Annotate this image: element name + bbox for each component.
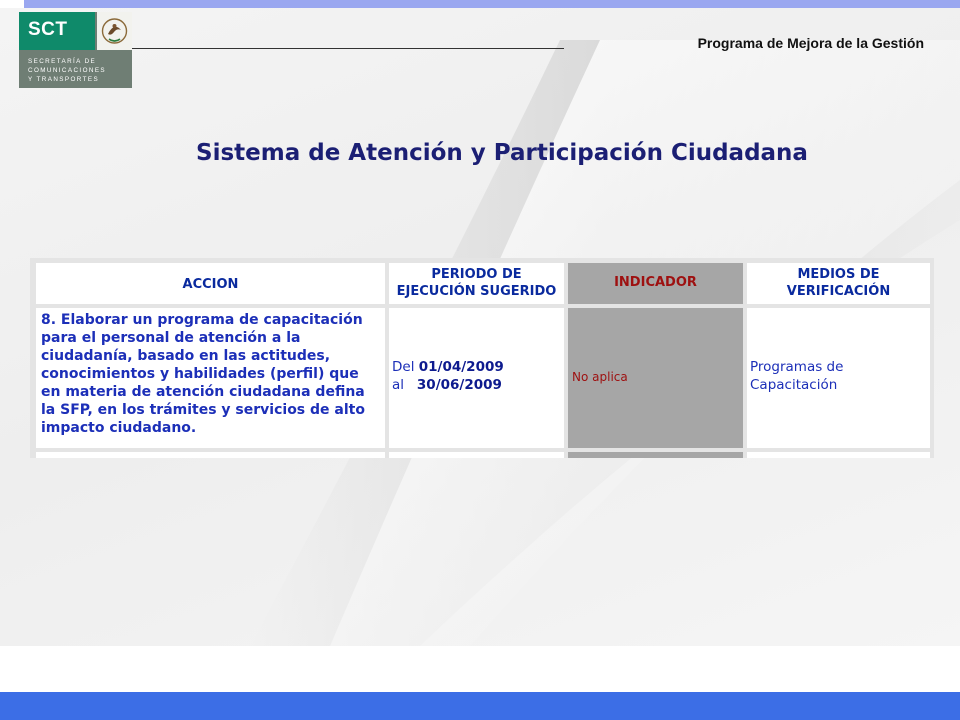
slide-title: Sistema de Atención y Participación Ciudadana [196, 140, 808, 166]
periodo-to-date: 30/06/2009 [416, 377, 502, 393]
cell-indicador: No aplica [568, 308, 743, 448]
medios-line1: Programas de [750, 359, 844, 375]
mexico-seal-icon [97, 12, 132, 50]
header-indicador: INDICADOR [568, 263, 743, 304]
cell-accion: 8. Elaborar un programa de capacitación para el personal de atención a la ciudadanía, basado en las actitudes, conocimientos y habilidades (perfil) que en materia de atención ciudadana defina la SFP, en los trámites y servicios de alto impacto ciudadano. [36, 308, 385, 448]
action-table [30, 258, 934, 458]
periodo-from-label: Del [392, 359, 415, 375]
periodo-to-line [392, 376, 564, 394]
header-accion: ACCION [36, 263, 385, 304]
header-periodo [389, 263, 564, 304]
cell-medios [747, 308, 930, 448]
header-medios [747, 263, 930, 304]
periodo-to-label: al [392, 377, 405, 393]
header-medios-line2: VERIFICACIÓN [786, 284, 891, 299]
footer-band [0, 646, 960, 692]
medios-line2: Capacitación [750, 377, 838, 393]
top-accent-bar [0, 0, 960, 8]
header-periodo-line2: EJECUCIÓN SUGERIDO [396, 284, 557, 299]
sct-logo-line1: SECRETARÍA DE [28, 58, 97, 65]
header-medios-line1: MEDIOS DE [797, 267, 880, 282]
sct-logo-line2: COMUNICACIONES [28, 67, 107, 74]
next-row-indicador [568, 452, 743, 458]
header-rule [132, 48, 564, 49]
program-title: Programa de Mejora de la Gestión [697, 35, 924, 51]
next-row-periodo [389, 452, 564, 458]
top-bar-gap [0, 0, 24, 8]
periodo-from-line [392, 358, 564, 376]
sct-logo-line3: Y TRANSPORTES [28, 76, 100, 83]
next-row-accion [36, 452, 385, 458]
header-periodo-line1: PERIODO DE [431, 267, 522, 282]
next-row-medios [747, 452, 930, 458]
sct-logo [19, 12, 132, 88]
cell-periodo [389, 308, 564, 448]
sct-logo-abbrev: SCT [28, 19, 68, 40]
sct-logo-mark [19, 12, 95, 50]
periodo-from-date: 01/04/2009 [418, 359, 504, 375]
bottom-accent-bar [0, 692, 960, 720]
eagle-seal-icon [97, 12, 132, 50]
